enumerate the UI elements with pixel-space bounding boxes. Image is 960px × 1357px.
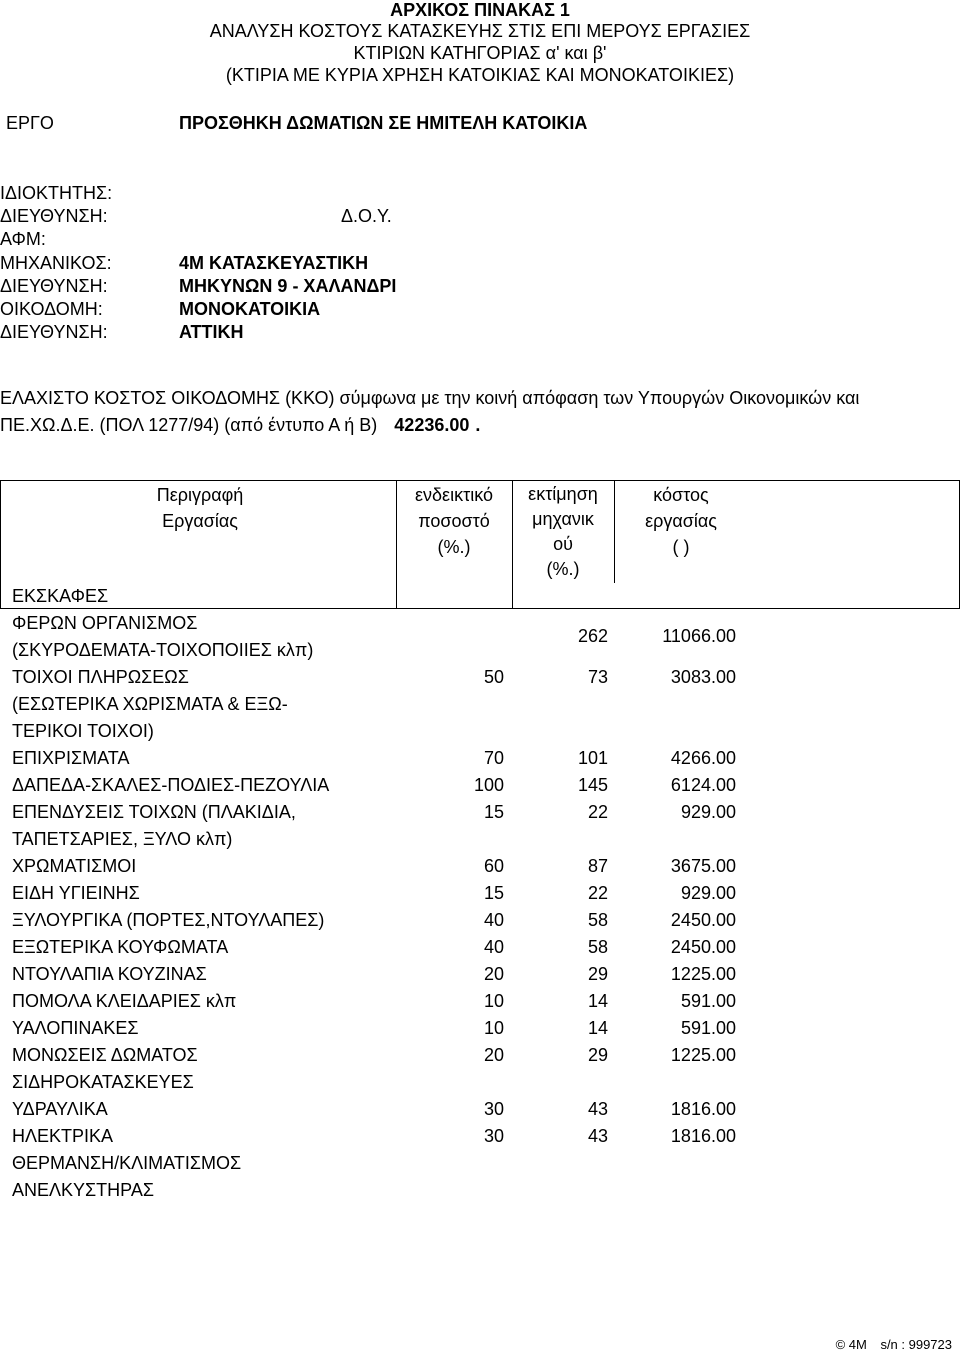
indicative-percentage: 70 (483, 748, 504, 768)
table-row (0, 1177, 960, 1204)
work-description (12, 610, 313, 664)
header-description (100, 482, 300, 534)
doy-label: Δ.Ο.Υ. (341, 206, 392, 226)
work-description-line: ΞΥΛΟΥΡΓΙΚΑ (ΠΟΡΤΕΣ,ΝΤΟΥΛΑΠΕΣ) (12, 910, 325, 930)
building-address-value: ΑΤΤΙΚΗ (179, 322, 244, 342)
title-line-3: ΚΤΙΡΙΩΝ ΚΑΤΗΓΟΡΙΑΣ α' και β' (353, 43, 607, 63)
indicative-percentage: 40 (483, 937, 504, 957)
project-label: ΕΡΓΟ (6, 113, 54, 133)
project-value: ΠΡΟΣΘΗΚΗ ΔΩΜΑΤΙΩΝ ΣΕ ΗΜΙΤΕΛΗ ΚΑΤΟΙΚΙΑ (179, 113, 588, 133)
indicative-percentage: 10 (483, 991, 504, 1011)
header-percentage-line-3: (%.) (437, 537, 471, 557)
work-cost: 1225.00 (670, 964, 736, 984)
table-row (0, 610, 960, 664)
work-description-line: ΤΕΡΙΚΟΙ ΤΟΙΧΟΙ) (12, 721, 154, 741)
work-description (12, 583, 108, 610)
indicative-percentage: 20 (483, 964, 504, 984)
engineer-estimate: 262 (577, 626, 608, 646)
header-cost-line-2: εργασίας (645, 511, 717, 531)
minimum-cost-line-1: ΕΛΑΧΙΣΤΟ ΚΟΣΤΟΣ ΟΙΚΟΔΟΜΗΣ (ΚΚΟ) σύμφωνα με την κοινή απόφαση των Υπουργών Οικονομικών και (0, 388, 860, 408)
work-description-line: ΤΑΠΕΤΣΑΡΙΕΣ, ΞΥΛΟ κλπ) (12, 829, 233, 849)
work-description-line: ΤΟΙΧΟΙ ΠΛΗΡΩΣΕΩΣ (12, 667, 189, 687)
indicative-percentage: 30 (483, 1099, 504, 1119)
indicative-percentage: 30 (483, 1126, 504, 1146)
building-address-label: ΔΙΕΥΘΥΝΣΗ: (0, 322, 108, 342)
table-top-border (0, 480, 960, 481)
indicative-percentage: 100 (473, 775, 504, 795)
work-cost: 929.00 (680, 802, 736, 822)
work-description-line: ΘΕΡΜΑΝΣΗ/ΚΛΙΜΑΤΙΣΜΟΣ (12, 1153, 242, 1173)
table-row (0, 664, 960, 745)
engineer-estimate: 14 (587, 991, 608, 1011)
header-cost (614, 482, 748, 560)
work-cost: 929.00 (680, 883, 736, 903)
table-row (0, 934, 960, 961)
header-percentage-line-1: ενδεικτικό (415, 485, 493, 505)
work-description (12, 961, 207, 988)
table-row (0, 1015, 960, 1042)
minimum-cost-line-2 (0, 414, 480, 436)
building-value: ΜΟΝΟΚΑΤΟΙΚΙΑ (179, 299, 321, 319)
work-description-line: ΥΔΡΑΥΛΙΚΑ (12, 1099, 108, 1119)
table-row (0, 583, 960, 610)
address-label: ΔΙΕΥΘΥΝΣΗ: (0, 206, 108, 226)
indicative-percentage: 40 (483, 910, 504, 930)
copyright-text: © 4M (835, 1337, 867, 1352)
table-row (0, 988, 960, 1015)
engineer-estimate: 29 (587, 1045, 608, 1065)
engineer-estimate: 22 (587, 883, 608, 903)
minimum-cost-amount: 42236.00 (394, 415, 470, 435)
work-description (12, 1069, 194, 1096)
work-description-line: ΥΑΛΟΠΙΝΑΚΕΣ (12, 1018, 139, 1038)
work-description-line: ΕΚΣΚΑΦΕΣ (12, 586, 109, 606)
work-cost: 1225.00 (670, 1045, 736, 1065)
document-title: ΑΡΧΙΚΟΣ ΠΙΝΑΚΑΣ 1 (390, 0, 570, 20)
work-description-line: ΧΡΩΜΑΤΙΣΜΟΙ (12, 856, 137, 876)
table-row (0, 799, 960, 853)
building-label: ΟΙΚΟΔΟΜΗ: (0, 299, 103, 319)
work-description (12, 1177, 154, 1204)
work-description-line: ΕΠΕΝΔΥΣΕΙΣ ΤΟΙΧΩΝ (ΠΛΑΚΙΔΙΑ, (12, 802, 296, 822)
work-description (12, 1096, 108, 1123)
title-line-2: ΑΝΑΛΥΣΗ ΚΟΣΤΟΥΣ ΚΑΤΑΣΚΕΥΗΣ ΣΤΙΣ ΕΠΙ ΜΕΡΟΥΣ ΕΡΓΑΣΙΕΣ (209, 21, 751, 41)
indicative-percentage: 15 (483, 883, 504, 903)
work-cost: 3675.00 (670, 856, 736, 876)
header-description-line-1: Περιγραφή (156, 485, 244, 505)
work-description (12, 1150, 241, 1177)
work-description (12, 853, 136, 880)
header-percentage (396, 482, 512, 560)
work-description-line: ΕΞΩΤΕΡΙΚΑ ΚΟΥΦΩΜΑΤΑ (12, 937, 229, 957)
work-description (12, 799, 296, 853)
title-line-4: (ΚΤΙΡΙΑ ΜΕ ΚΥΡΙΑ ΧΡΗΣΗ ΚΑΤΟΙΚΙΑΣ ΚΑΙ ΜΟΝΟΚΑΤΟΙΚΙΕΣ) (225, 65, 735, 85)
engineer-estimate: 87 (587, 856, 608, 876)
indicative-percentage: 20 (483, 1045, 504, 1065)
work-description (12, 1015, 138, 1042)
header-estimate-line-3: ού (553, 534, 573, 554)
engineer-address-label: ΔΙΕΥΘΥΝΣΗ: (0, 276, 108, 296)
work-description (12, 934, 228, 961)
work-cost: 1816.00 (670, 1099, 736, 1119)
work-cost: 6124.00 (670, 775, 736, 795)
header-estimate-line-4: (%.) (546, 559, 580, 579)
engineer-estimate: 43 (587, 1126, 608, 1146)
engineer-estimate: 145 (577, 775, 608, 795)
engineer-estimate: 58 (587, 937, 608, 957)
work-description-line: ΗΛΕΚΤΡΙΚΑ (12, 1126, 114, 1146)
work-description (12, 772, 329, 799)
work-description-line: ΠΟΜΟΛΑ ΚΛΕΙΔΑΡΙΕΣ κλπ (12, 991, 237, 1011)
table-row (0, 1042, 960, 1069)
work-description-line: ΣΙΔΗΡΟΚΑΤΑΣΚΕΥΕΣ (12, 1072, 194, 1092)
work-description-line: ΕΠΙΧΡΙΣΜΑΤΑ (12, 748, 130, 768)
work-cost: 591.00 (680, 991, 736, 1011)
work-description (12, 907, 324, 934)
header-estimate-line-2: μηχανικ (532, 509, 594, 529)
work-description-line: ΜΟΝΩΣΕΙΣ ΔΩΜΑΤΟΣ (12, 1045, 198, 1065)
work-description-line: ΔΑΠΕΔΑ-ΣΚΑΛΕΣ-ΠΟΔΙΕΣ-ΠΕΖΟΥΛΙΑ (12, 775, 330, 795)
engineer-address-value: ΜΗΚΥΝΩΝ 9 - ΧΑΛΑΝΔΡΙ (179, 276, 397, 296)
header-cost-line-3 (614, 534, 748, 560)
table-row (0, 1096, 960, 1123)
work-cost: 1816.00 (670, 1126, 736, 1146)
indicative-percentage: 10 (483, 1018, 504, 1038)
work-description-line: (ΕΣΩΤΕΡΙΚΑ ΧΩΡΙΣΜΑΤΑ & ΕΞΩ- (12, 694, 288, 714)
column-divider-3 (614, 480, 615, 583)
engineer-label: ΜΗΧΑΝΙΚΟΣ: (0, 253, 112, 273)
afm-label: ΑΦΜ: (0, 229, 46, 249)
minimum-cost-reference: ΠΕ.ΧΩ.Δ.Ε. (ΠΟΛ 1277/94) (από έντυπο Α ή Β) (0, 415, 378, 435)
engineer-estimate: 101 (577, 748, 608, 768)
header-estimate-line-1: εκτίμηση (528, 484, 598, 504)
work-description (12, 1042, 198, 1069)
title-block (0, 0, 960, 86)
table-row (0, 853, 960, 880)
engineer-estimate: 22 (587, 802, 608, 822)
indicative-percentage: 60 (483, 856, 504, 876)
work-description (12, 988, 236, 1015)
work-cost: 11066.00 (662, 626, 736, 646)
table-row (0, 880, 960, 907)
work-description (12, 745, 129, 772)
table-row (0, 907, 960, 934)
table-row (0, 1123, 960, 1150)
header-cost-unit: ( ) (672, 537, 690, 557)
work-cost: 2450.00 (670, 910, 736, 930)
header-description-line-2: Εργασίας (162, 511, 238, 531)
work-description (12, 664, 288, 745)
header-estimate (513, 482, 613, 582)
work-description-line: ΕΙΔΗ ΥΓΙΕΙΝΗΣ (12, 883, 140, 903)
engineer-value: 4Μ ΚΑΤΑΣΚΕΥΑΣΤΙΚΗ (179, 253, 369, 273)
indicative-percentage: 15 (483, 802, 504, 822)
engineer-estimate: 58 (587, 910, 608, 930)
work-description (12, 880, 140, 907)
cost-table-body (0, 583, 960, 1204)
table-row (0, 772, 960, 799)
work-description-line: (ΣΚΥΡΟΔΕΜΑΤΑ-ΤΟΙΧΟΠΟΙΙΕΣ κλπ) (12, 640, 314, 660)
table-row (0, 961, 960, 988)
work-description (12, 1123, 113, 1150)
footer (836, 1337, 952, 1353)
table-row (0, 745, 960, 772)
owner-label: ΙΔΙΟΚΤΗΤΗΣ: (0, 183, 113, 203)
work-description-line: ΑΝΕΛΚΥΣΤΗΡΑΣ (12, 1180, 154, 1200)
header-cost-line-1: κόστος (653, 485, 709, 505)
engineer-estimate: 43 (587, 1099, 608, 1119)
work-description-line: ΝΤΟΥΛΑΠΙΑ ΚΟΥΖΙΝΑΣ (12, 964, 207, 984)
engineer-estimate: 14 (587, 1018, 608, 1038)
minimum-cost-currency: . (475, 415, 481, 435)
engineer-estimate: 73 (587, 667, 608, 687)
work-cost: 2450.00 (670, 937, 736, 957)
table-row (0, 1150, 960, 1177)
engineer-estimate: 29 (587, 964, 608, 984)
indicative-percentage: 50 (483, 667, 504, 687)
header-percentage-line-2: ποσοστό (418, 511, 490, 531)
serial-number: s/n : 999723 (880, 1337, 952, 1352)
table-row (0, 1069, 960, 1096)
work-cost: 4266.00 (670, 748, 736, 768)
work-description-line: ΦΕΡΩΝ ΟΡΓΑΝΙΣΜΟΣ (12, 613, 198, 633)
work-cost: 591.00 (680, 1018, 736, 1038)
work-cost: 3083.00 (670, 667, 736, 687)
